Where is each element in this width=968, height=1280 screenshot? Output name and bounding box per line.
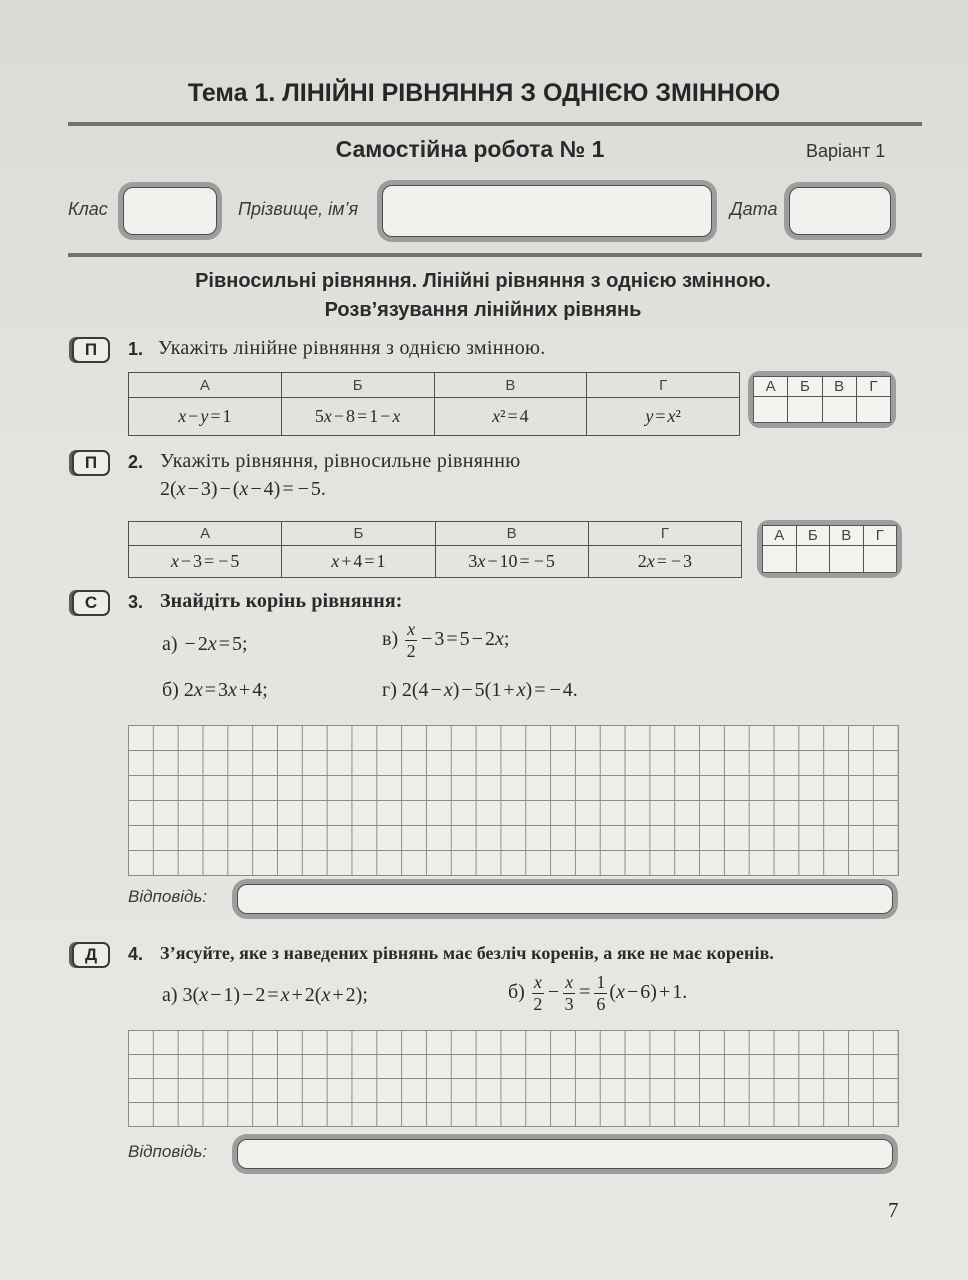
math-operator: −: [471, 627, 483, 650]
option-a-formula: x − 3 = − 5: [170, 551, 240, 571]
task4-answer-input[interactable]: [237, 1139, 893, 1169]
choice-letter: А: [754, 377, 788, 397]
option-letter: [129, 522, 282, 546]
task2-text: Укажіть рівняння, рівносильне рівнянню: [160, 450, 521, 472]
option-g-formula: y = x²: [645, 406, 681, 426]
part-label: г): [382, 679, 397, 701]
math-operator: −: [242, 984, 254, 1006]
math-operator: −: [297, 478, 309, 500]
math-operator: =: [204, 551, 215, 571]
fraction: [563, 972, 575, 1014]
option-letter-v: В: [505, 376, 516, 394]
choice-mark-cell[interactable]: [822, 397, 856, 423]
option-letter: [435, 522, 588, 546]
task4-answer-label: Відповідь:: [128, 1142, 208, 1161]
math-variable: x: [407, 619, 416, 639]
operator: [546, 981, 561, 1003]
option-letter-b: Б: [353, 525, 364, 542]
options-header-row: [129, 522, 742, 546]
option-letter: [282, 522, 435, 546]
section-heading-line2: Розв’язування лінійних рівнянь: [324, 299, 642, 321]
math-operator: −: [187, 478, 199, 500]
task3-part-g: [382, 679, 578, 702]
math-variable: x: [199, 984, 209, 1006]
fraction-denominator: 2: [406, 640, 416, 661]
date-label: Дата: [730, 199, 778, 219]
name-label: Прізвище, ім’я: [238, 199, 359, 219]
fraction: [532, 972, 544, 1014]
date-field-input[interactable]: [789, 187, 891, 235]
task2-options-table: [128, 521, 742, 578]
choice-mark-cell[interactable]: [830, 546, 864, 573]
part-expression: (x − 6) + 1.: [609, 980, 688, 1003]
option-cell: [588, 546, 741, 578]
task3-work-grid[interactable]: [128, 725, 899, 876]
fraction-denominator: 3: [564, 993, 574, 1014]
page-title: Тема 1. ЛІНІЙНІ РІВНЯННЯ З ОДНІЄЮ ЗМІННОЮ: [187, 79, 781, 107]
options-value-row: [129, 398, 740, 436]
task1-answer-choice-box: [748, 371, 896, 428]
math-operator: −: [670, 551, 682, 571]
answer-choice-letters: [754, 377, 891, 397]
date-field[interactable]: [784, 182, 896, 240]
answer-choice-grid: [753, 376, 891, 423]
math-operator: −: [430, 679, 442, 701]
task3-level-badge: С: [72, 590, 110, 616]
option-cell: [587, 398, 740, 436]
math-operator: −: [188, 406, 199, 426]
option-cell: [282, 546, 435, 578]
math-variable: x: [323, 406, 332, 426]
math-variable: x: [565, 972, 574, 992]
answer-choice-grid: [762, 525, 897, 573]
part-label: б): [162, 679, 179, 701]
math-operator: −: [549, 679, 561, 701]
math-operator: −: [487, 551, 498, 571]
fraction: [594, 972, 607, 1014]
math-operator: =: [507, 406, 518, 426]
math-variable: x: [331, 551, 340, 571]
choice-mark-cell[interactable]: [788, 397, 822, 423]
math-operator: −: [421, 627, 433, 650]
option-letter-g: Г: [660, 525, 669, 542]
math-operator: =: [267, 984, 279, 1006]
task4-answer-field[interactable]: [232, 1134, 898, 1174]
task4-text: З’ясуйте, яке з наведених рівнянь має безліч коренів, а яке не має коренів.: [160, 943, 775, 963]
math-operator: −: [626, 980, 639, 1003]
option-g-formula: 2x = − 3: [637, 551, 693, 571]
class-field-input[interactable]: [123, 187, 217, 235]
math-variable: x: [616, 980, 625, 1003]
variant-label: Варіант 1: [806, 141, 886, 161]
answer-choice-letters: [763, 526, 897, 546]
math-variable: x: [477, 551, 486, 571]
math-variable: x: [178, 406, 187, 426]
part-expression: 2x = 3x + 4;: [183, 679, 268, 701]
task2-answer-choice-box: [757, 520, 902, 578]
math-variable: x: [492, 406, 501, 426]
work-title: Самостійна робота № 1: [335, 136, 605, 162]
choice-letter: Г: [863, 526, 897, 546]
math-operator: −: [461, 679, 473, 701]
task4-part-b: [508, 972, 687, 1014]
name-field[interactable]: [377, 180, 717, 242]
math-operator: −: [210, 984, 222, 1006]
choice-letter: Б: [796, 526, 830, 546]
option-cell: [129, 546, 282, 578]
part-label: а): [162, 984, 178, 1006]
math-variable: x: [176, 478, 186, 500]
math-variable: x: [321, 984, 331, 1006]
math-operator: −: [180, 551, 192, 571]
choice-mark-cell[interactable]: [754, 397, 788, 423]
option-cell: [129, 398, 282, 436]
answer-choice-marks: [754, 397, 891, 423]
math-operator: =: [282, 478, 294, 500]
math-variable: x: [533, 972, 542, 992]
task3-part-b: [162, 679, 268, 702]
class-label: Клас: [68, 199, 108, 219]
option-letter: [588, 522, 741, 546]
options-header-row: [129, 373, 740, 398]
top-divider: [68, 122, 922, 126]
option-letter-a: А: [199, 376, 210, 394]
operator: [577, 981, 592, 1003]
fraction-denominator: 2: [533, 993, 543, 1014]
choice-mark-cell[interactable]: [856, 397, 890, 423]
math-operator: +: [332, 984, 344, 1006]
math-variable: x: [228, 679, 237, 701]
math-operator: =: [218, 633, 230, 655]
task2-equation: 2(x − 3) − (x − 4) = − 5.: [160, 478, 326, 500]
part-label: б): [508, 980, 525, 1003]
task3-number: 3.: [128, 592, 144, 612]
task4-level-badge: Д: [72, 942, 110, 968]
option-v-formula: 3x − 10 = − 5: [468, 551, 555, 571]
task3-answer-input[interactable]: [237, 884, 893, 914]
math-operator: +: [238, 679, 251, 701]
math-operator: =: [655, 406, 666, 426]
choice-mark-cell[interactable]: [763, 546, 797, 573]
math-operator: +: [658, 980, 671, 1003]
math-variable: x: [239, 478, 249, 500]
math-variable: y: [645, 406, 654, 426]
fraction-denominator: 6: [596, 993, 606, 1014]
math-operator: −: [250, 478, 262, 500]
math-operator: +: [291, 984, 303, 1006]
math-operator: =: [446, 627, 458, 650]
math-operator: =: [210, 406, 221, 426]
task4-part-a: [162, 984, 368, 1007]
math-operator: −: [533, 551, 544, 571]
math-operator: =: [519, 551, 530, 571]
part-label: в): [382, 627, 399, 650]
task3-part-a: [162, 633, 248, 656]
part-expression: 2(4 − x) − 5(1 + x) = − 4.: [401, 679, 578, 701]
choice-letter: Г: [856, 377, 890, 397]
math-variable: x: [646, 551, 655, 571]
choice-letter: А: [763, 526, 797, 546]
task1-text: Укажіть лінійне рівняння з однією змінною.: [158, 337, 546, 359]
math-operator: −: [333, 406, 345, 426]
task2-number: 2.: [128, 452, 144, 472]
task1-options-table: [128, 372, 740, 436]
page-number: 7: [888, 1198, 899, 1222]
task4-work-grid[interactable]: [128, 1030, 899, 1127]
part-expression: 3(x − 1) − 2 = x + 2(x + 2);: [182, 984, 368, 1006]
section-heading-line1: Рівносильні рівняння. Лінійні рівняння з однією змінною.: [195, 270, 771, 292]
math-variable: x: [516, 679, 526, 701]
choice-letter: В: [830, 526, 864, 546]
option-letter: [281, 373, 434, 398]
option-letter: [129, 373, 282, 398]
math-operator: =: [204, 679, 217, 701]
math-operator: =: [364, 551, 375, 571]
option-letter: [434, 373, 587, 398]
math-variable: y: [200, 406, 209, 426]
option-letter-b: Б: [352, 376, 363, 394]
option-b-formula: 5x − 8 = 1 − x: [314, 406, 401, 426]
task2-level-badge: П: [72, 450, 110, 476]
option-cell: [435, 546, 588, 578]
math-variable: x: [443, 679, 453, 701]
math-variable: x: [667, 406, 676, 426]
option-letter: [587, 373, 740, 398]
math-variable: x: [392, 406, 401, 426]
choice-mark-cell[interactable]: [863, 546, 897, 573]
task1-level-badge: П: [72, 337, 110, 363]
task1-number: 1.: [128, 339, 144, 359]
option-letter-a: А: [200, 525, 211, 542]
task3-answer-field[interactable]: [232, 879, 898, 919]
task4-number: 4.: [128, 944, 144, 964]
option-letter-v: В: [506, 525, 517, 542]
option-v-formula: x² = 4: [492, 406, 529, 426]
math-operator: =: [534, 679, 546, 701]
math-operator: =: [656, 551, 667, 571]
choice-letter: Б: [788, 377, 822, 397]
math-operator: −: [218, 551, 229, 571]
task3-part-v: [382, 619, 509, 661]
fraction-numerator: [405, 619, 417, 641]
name-field-input[interactable]: [382, 185, 712, 237]
option-cell: [281, 398, 434, 436]
math-operator: +: [503, 679, 515, 701]
task3-text: Знайдіть корінь рівняння:: [160, 590, 403, 612]
fraction-numerator: 1: [596, 972, 606, 992]
math-variable: x: [170, 551, 179, 571]
fraction-numerator: [532, 972, 544, 994]
choice-mark-cell[interactable]: [796, 546, 830, 573]
part-label: а): [162, 633, 178, 655]
math-operator: −: [219, 478, 231, 500]
task2-equation-line: [160, 478, 326, 501]
option-a-formula: x − y = 1: [178, 406, 232, 426]
math-variable: x: [207, 633, 217, 655]
option-b-formula: x + 4 = 1: [331, 551, 386, 571]
options-value-row: [129, 546, 742, 578]
math-variable: x: [280, 984, 290, 1006]
math-operator: −: [380, 406, 391, 426]
option-cell: [434, 398, 587, 436]
part-expression: − 2x = 5;: [184, 633, 248, 655]
fraction-numerator: [563, 972, 575, 994]
math-operator: −: [547, 980, 560, 1003]
section-divider: [68, 253, 922, 257]
class-field[interactable]: [118, 182, 222, 240]
fraction: [405, 619, 417, 661]
math-variable: x: [193, 679, 203, 701]
choice-letter: В: [822, 377, 856, 397]
option-letter-g: Г: [659, 376, 668, 394]
math-operator: =: [579, 980, 591, 1003]
part-expression: − 3 = 5 − 2x;: [421, 627, 510, 650]
math-variable: x: [494, 627, 504, 650]
answer-choice-marks: [763, 546, 897, 573]
task3-answer-label: Відповідь:: [128, 887, 208, 906]
math-operator: +: [341, 551, 352, 571]
math-operator: −: [184, 633, 196, 655]
math-operator: =: [357, 406, 368, 426]
